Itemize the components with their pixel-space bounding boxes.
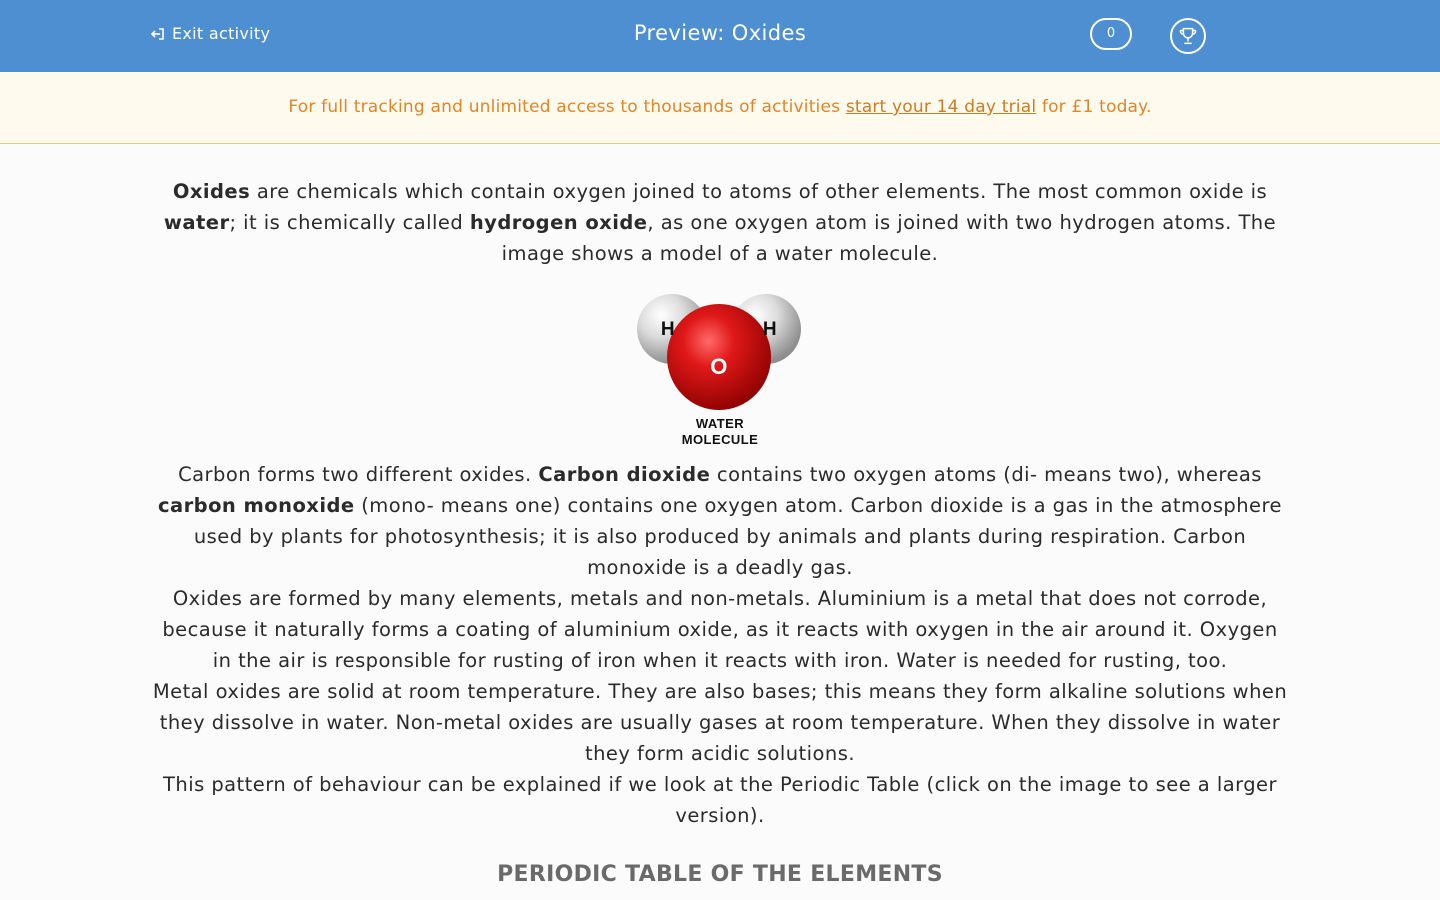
paragraph-formation: Oxides are formed by many elements, metals and non-metals. Aluminium is a metal that does not corrode, because it naturally forms a coating of aluminium oxide, as it reacts with oxygen in the air around it. Oxygen in the air is responsible for rusting of iron when it reacts with iron. Water is needed for rusting, too. (162, 587, 1278, 672)
start-trial-link[interactable]: start your 14 day trial (845, 97, 1037, 117)
trophy-icon (1177, 25, 1199, 47)
hydrogen-label-left: H (660, 319, 676, 340)
molecule-caption-line2: MOLECULE (681, 432, 759, 447)
water-molecule-image (635, 291, 805, 451)
lesson-content (150, 144, 1290, 890)
bold-water: water (163, 211, 230, 234)
para1-text-3: , as one oxygen atom is joined with two hydrogen atoms. The image shows a model of a water molecule. (501, 211, 1277, 265)
paragraph-metal-oxides: Metal oxides are solid at room temperature. They are also bases; this means they form alkaline solutions when they dissolve in water. Non-metal oxides are usually gases at room temperature. When they dissolve in water they form acidic solutions. (152, 680, 1288, 765)
periodic-table-image-title[interactable]: PERIODIC TABLE OF THE ELEMENTS (497, 862, 943, 887)
page-title: Preview: Oxides (633, 21, 807, 45)
top-bar (0, 0, 1440, 72)
bold-carbon-monoxide: carbon monoxide (157, 494, 355, 517)
trophy-button[interactable] (1170, 18, 1206, 54)
bold-oxides: Oxides (172, 180, 251, 203)
para1-text-2: ; it is chemically called (229, 211, 470, 234)
paragraph-carbon-oxides (150, 459, 1290, 583)
exit-activity-label: Exit activity (172, 24, 271, 43)
paragraph-periodic-table: This pattern of behaviour can be explained if we look at the Periodic Table (click on the image to see a larger version). (163, 773, 1277, 827)
banner-text-after: for £1 today. (1036, 97, 1152, 117)
paragraph-oxides (150, 144, 1290, 269)
score-badge: 0 (1090, 18, 1132, 50)
molecule-caption-line1: WATER (695, 416, 745, 431)
oxygen-label: O (710, 354, 728, 379)
bold-carbon-dioxide: Carbon dioxide (538, 463, 711, 486)
trial-banner (0, 72, 1440, 144)
bold-hydrogen-oxide: hydrogen oxide (469, 211, 648, 234)
para2-text-3: (mono- means one) contains one oxygen atom. Carbon dioxide is a gas in the atmosphere used by plants for photosynthesis; it is also produced by animals and plants during respiration. Carbon monoxide is a deadly gas. (193, 494, 1282, 579)
para1-text-1: are chemicals which contain oxygen joined to atoms of other elements. The most common oxide is (250, 180, 1268, 203)
banner-text-before: For full tracking and unlimited access to thousands of activities (288, 97, 846, 117)
para2-text-2: contains two oxygen atoms (di- means two), whereas (710, 463, 1262, 486)
hydrogen-label-right: H (762, 319, 778, 340)
para2-text-1: Carbon forms two different oxides. (178, 463, 539, 486)
